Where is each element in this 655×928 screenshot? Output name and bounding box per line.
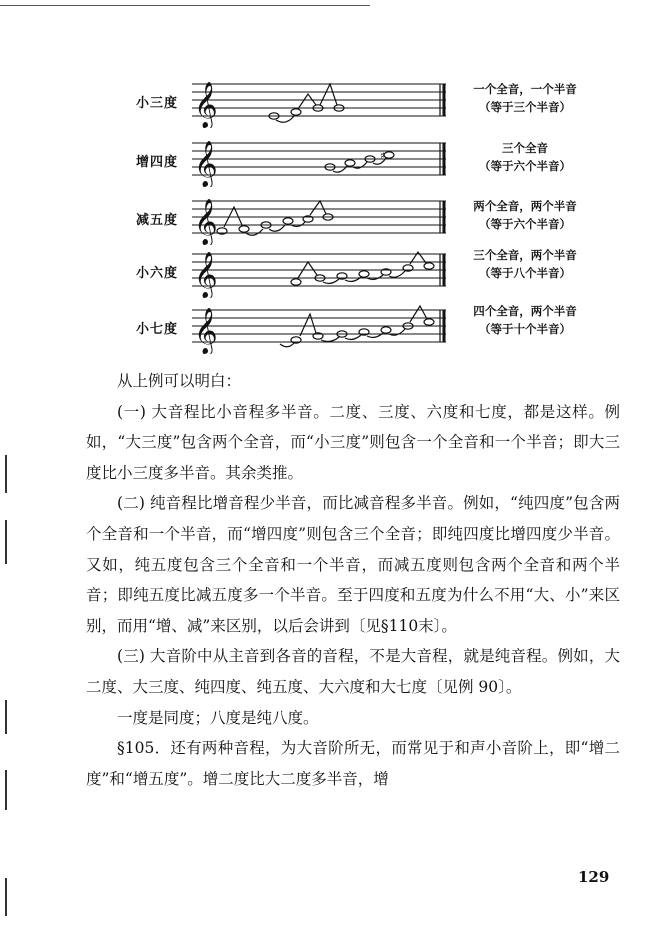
interval-composition: 三个全音，两个半音	[473, 248, 577, 262]
paragraph-rule-3: (三) 大音阶中从主音到各音的音程，不是大音程，就是纯音程。例如，大二度、大三度、纯四度、纯五度、大六度和大七度〔见例 90〕。	[86, 647, 620, 696]
interval-semitone-count: （等于六个半音）	[479, 159, 571, 173]
paragraph-unison-octave: 一度是同度；八度是纯八度。	[117, 708, 319, 727]
interval-label: 减五度	[135, 213, 178, 228]
interval-semitone-count: （等于六个半音）	[479, 217, 571, 231]
treble-clef-icon: 𝄞	[194, 308, 218, 354]
sharp-icon: ♯	[380, 151, 385, 162]
treble-clef-icon: 𝄞	[194, 141, 218, 187]
interval-semitone-count: （等于十个半音）	[479, 322, 571, 336]
interval-label: 小三度	[135, 96, 178, 111]
interval-example-diminished-fifth	[0, 189, 655, 245]
interval-composition: 三个全音	[502, 141, 548, 155]
treble-clef-icon: 𝄞	[194, 82, 218, 128]
body-text	[86, 366, 620, 794]
interval-label: 增四度	[135, 155, 178, 170]
interval-label: 小七度	[135, 322, 178, 337]
interval-description	[460, 246, 590, 282]
treble-clef-icon: 𝄞	[194, 199, 218, 245]
music-staff	[184, 72, 454, 128]
interval-example-minor-sixth	[0, 242, 655, 298]
interval-description	[460, 197, 590, 233]
scan-edge-mark	[5, 770, 7, 810]
paragraph-rule-2: (二) 纯音程比增音程少半音，而比减音程多半音。例如，“纯四度”包含两个全音和一个半音，而“增四度”则包含三个全音；即纯四度比增四度少半音。又如，纯五度包含三个全音和一个半音，而减五度则包含两个全音和两个半音；即纯五度比减五度多一个半音。至于四度和五度为什么不用“大、小”来区别，而用“增、减”来区别，以后会讲到〔见§110末〕。	[86, 494, 620, 635]
interval-composition: 两个全音，两个半音	[473, 199, 577, 213]
interval-example-augmented-fourth	[0, 131, 655, 187]
interval-composition: 四个全音，两个半音	[473, 304, 577, 318]
page-number: 129	[578, 868, 610, 886]
scan-edge-mark	[5, 700, 7, 734]
scan-edge-mark	[5, 878, 7, 916]
interval-composition: 一个全音，一个半音	[473, 82, 577, 96]
interval-description	[460, 80, 590, 116]
scan-edge-mark	[5, 455, 7, 493]
interval-semitone-count: （等于八个半音）	[479, 266, 571, 280]
interval-example-minor-third	[0, 72, 655, 128]
interval-label: 小六度	[135, 266, 178, 281]
top-rule	[0, 5, 370, 6]
music-staff	[184, 189, 454, 245]
music-staff	[184, 131, 454, 187]
interval-example-minor-seventh	[0, 298, 655, 354]
scan-edge-mark	[5, 520, 7, 564]
paragraph-intro: 从上例可以明白：	[117, 372, 242, 390]
paragraph-rule-1: (一) 大音程比小音程多半音。二度、三度、六度和七度，都是这样。例如，“大三度”包含两个全音，而“小三度”则包含一个全音和一个半音；即大三度比小三度多半音。其余类推。	[86, 402, 620, 482]
interval-semitone-count: （等于三个半音）	[479, 100, 571, 114]
treble-clef-icon: 𝄞	[194, 252, 218, 298]
interval-description	[460, 139, 590, 175]
music-staff	[184, 298, 454, 354]
paragraph-section-105: §105．还有两种音程，为大音阶所无，而常见于和声小音阶上，即“增二度”和“增五度”。增二度比大二度多半音，增	[86, 739, 620, 788]
interval-description	[460, 302, 590, 338]
music-staff	[184, 242, 454, 298]
